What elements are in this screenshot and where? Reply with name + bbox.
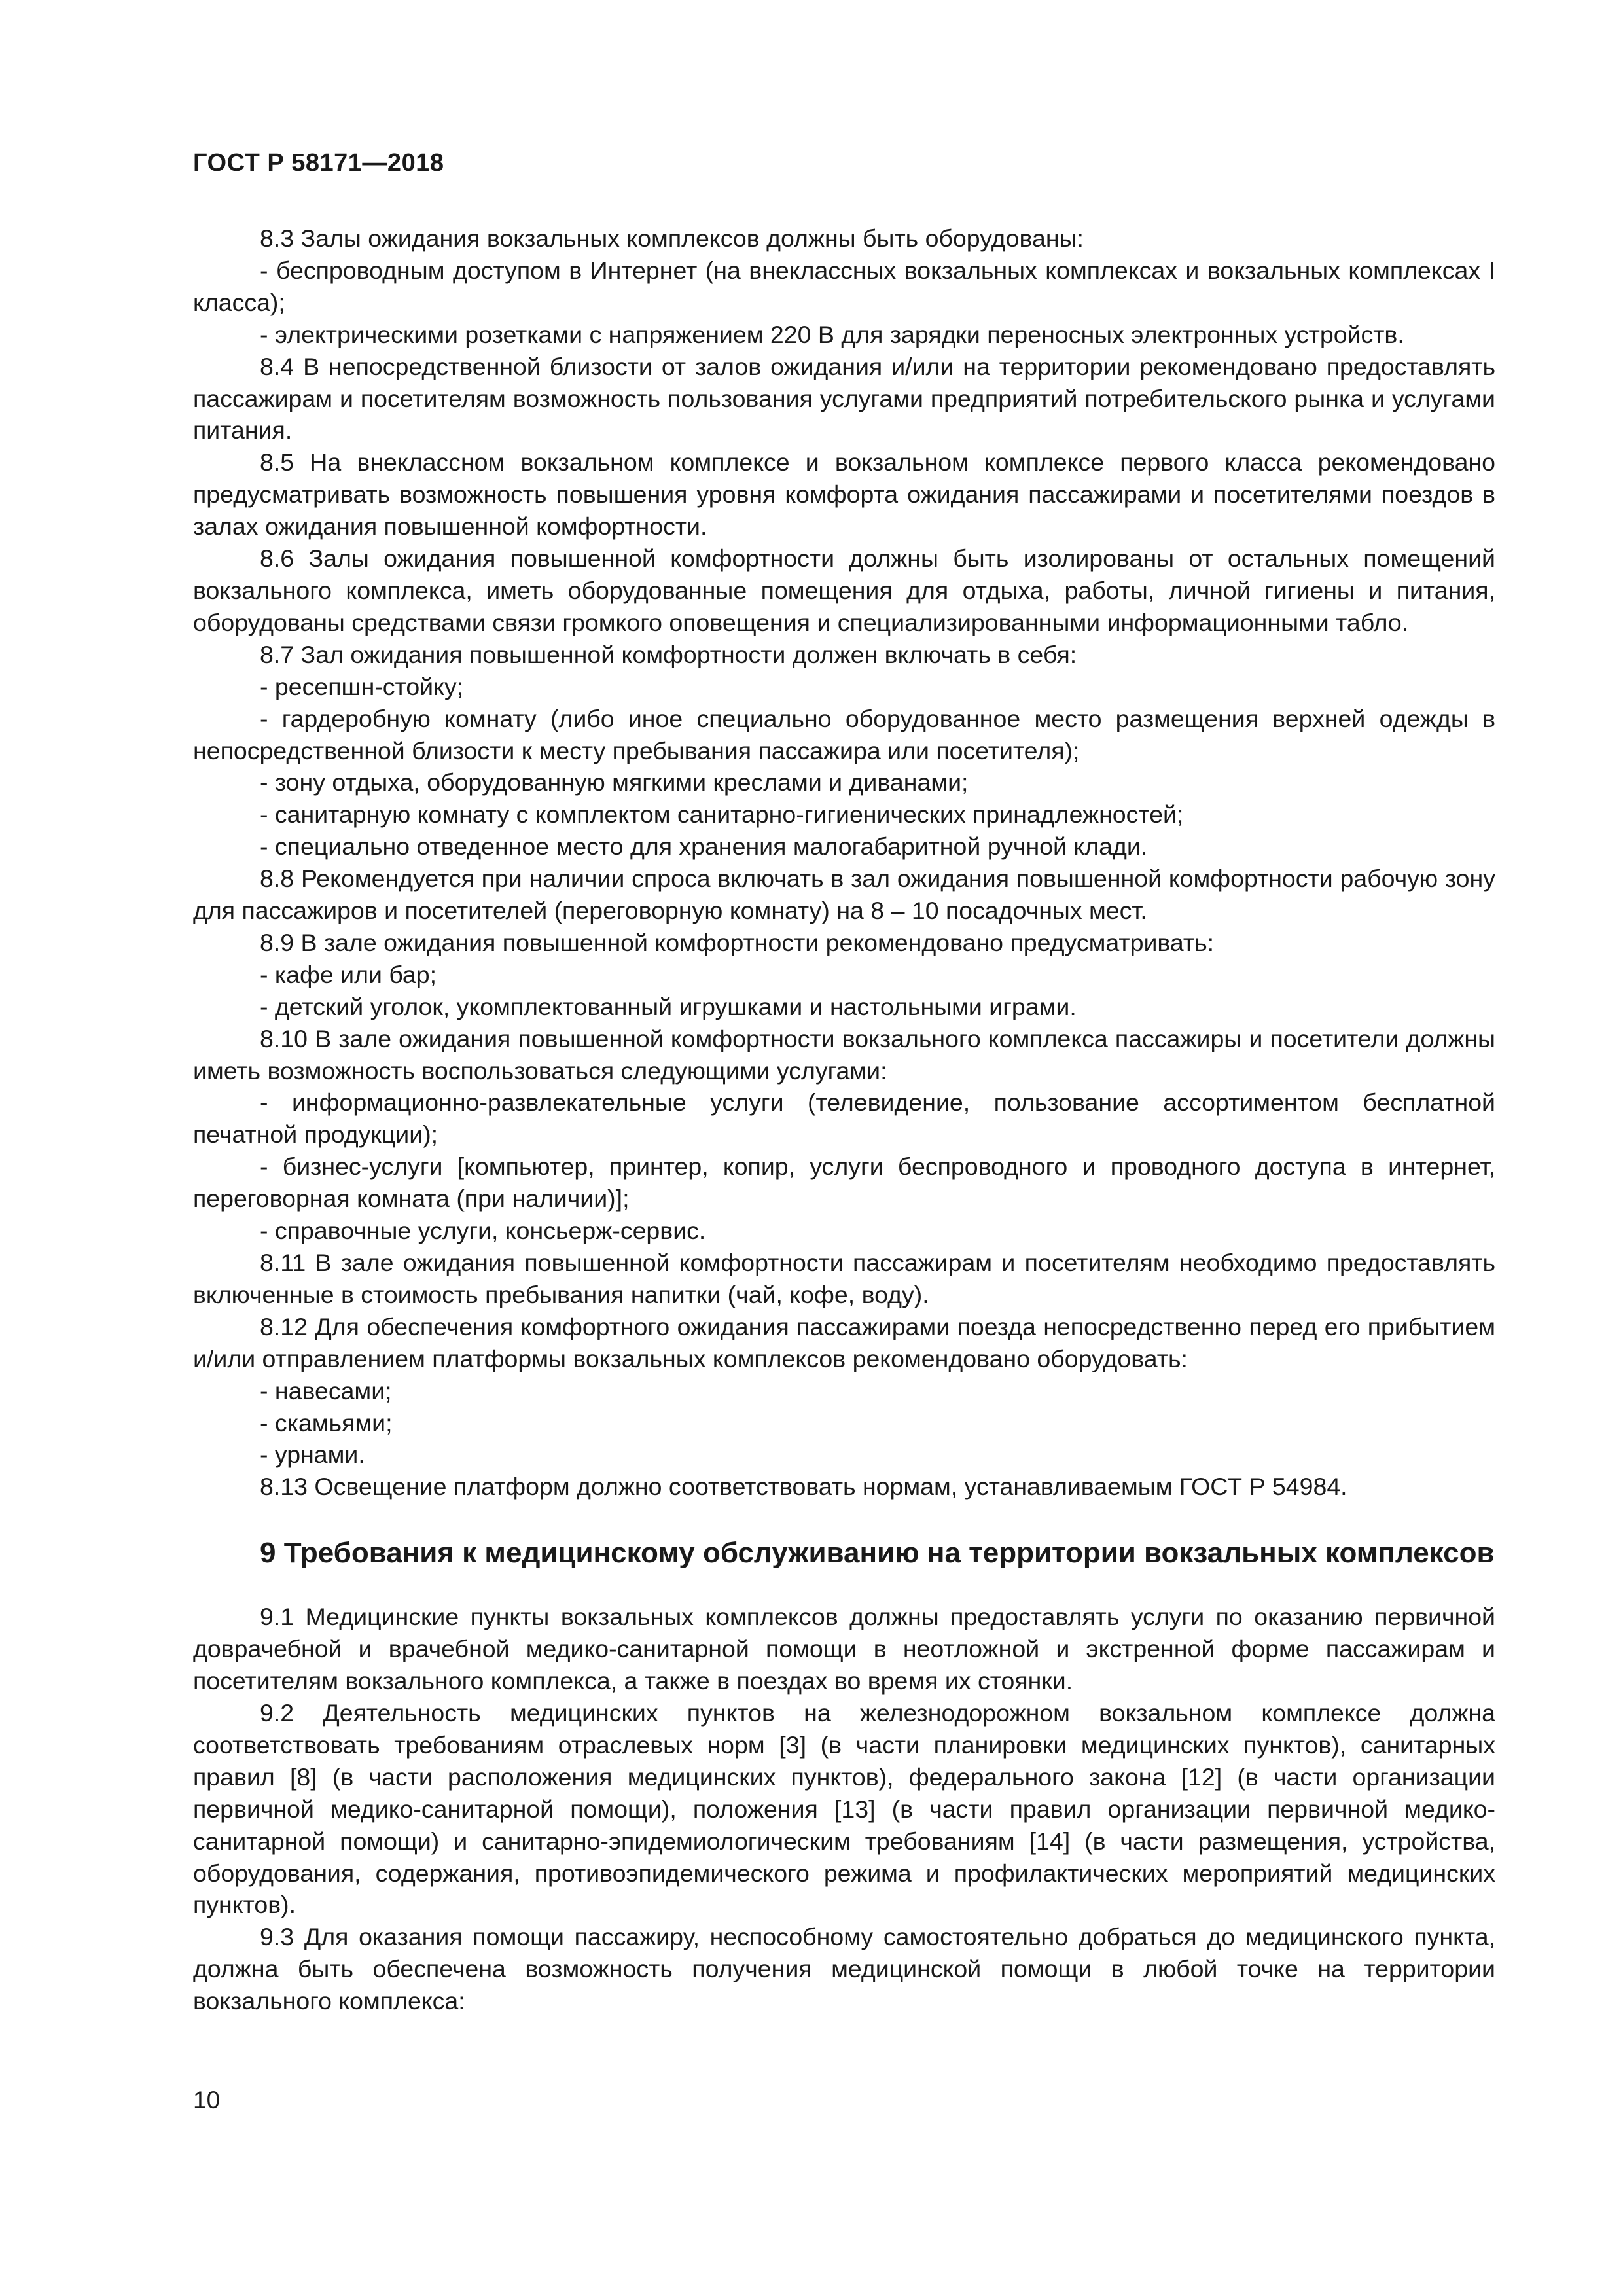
paragraph-8-8: 8.8 Рекомендуется при наличии спроса включать в зал ожидания повышенной комфортности рабочую зону для пассажиров и посетителей (переговорную комнату) на 8 – 10 посадочных мест.	[193, 865, 1495, 925]
paragraph-8-13: 8.13 Освещение платформ должно соответствовать нормам, устанавливаемым ГОСТ Р 54984.	[260, 1473, 1347, 1501]
paragraph-9-1: 9.1 Медицинские пункты вокзальных комплексов должны предоставлять услуги по оказанию первичной доврачебной и врачебной медико-санитарной помощи в неотложной и экстренной форме пассажирам и посетителям вокзального комплекса, а также в поездах во время их стоянки.	[193, 1603, 1495, 1695]
list-item: - навесами;	[260, 1376, 392, 1405]
list-item: - санитарную комнату с комплектом санитарно-гигиенических принадлежностей;	[260, 800, 1184, 829]
list-item: - гардеробную комнату (либо иное специально оборудованное место размещения верхней одежды в непосредственной близости к месту пребывания пассажира или посетителя);	[193, 704, 1495, 764]
list-item: - урнами.	[260, 1441, 365, 1469]
paragraph-8-7: 8.7 Зал ожидания повышенной комфортности должен включать в себя:	[260, 640, 1077, 668]
list-item: - беспроводным доступом в Интернет (на внеклассных вокзальных комплексах и вокзальных комплексах I класса);	[193, 256, 1495, 316]
list-item: - электрическими розетками с напряжением 220 В для зарядки переносных электронных устройств.	[260, 320, 1404, 348]
list-item: - информационно-развлекательные услуги (телевидение, пользование ассортиментом бесплатной печатной продукции);	[193, 1088, 1495, 1149]
paragraph-8-4: 8.4 В непосредственной близости от залов ожидания и/или на территории рекомендовано предоставлять пассажирам и посетителям возможность пользования услугами предприятий потребительского рынка и услугами питания.	[193, 352, 1495, 444]
paragraph-8-6: 8.6 Залы ожидания повышенной комфортности должны быть изолированы от остальных помещений вокзального комплекса, иметь оборудованные помещения для отдыха, работы, личной гигиены и питания, оборудованы средствами связи громкого оповещения и специализированными информационными табло.	[193, 545, 1495, 636]
list-item: - ресепшн-стойку;	[260, 672, 464, 700]
paragraph-9-3: 9.3 Для оказания помощи пассажиру, неспособному самостоятельно добраться до медицинского пункта, должна быть обеспечена возможность получения медицинской помощи в любой точке на территории вокзального комплекса:	[193, 1923, 1495, 2015]
paragraph-8-5: 8.5 На внеклассном вокзальном комплексе и вокзальном комплексе первого класса рекомендовано предусматривать возможность повышения уровня комфорта ожидания пассажирами и посетителями поездов в залах ожидания повышенной комфортности.	[193, 448, 1495, 541]
list-item: - специально отведенное место для хранения малогабаритной ручной клади.	[260, 833, 1148, 861]
paragraph-8-11: 8.11 В зале ожидания повышенной комфортности пассажирам и посетителям необходимо предоставлять включенные в стоимость пребывания напитки (чай, кофе, воду).	[193, 1249, 1495, 1308]
document-id: ГОСТ Р 58171—2018	[193, 149, 444, 177]
paragraph-8-9: 8.9 В зале ожидания повышенной комфортности рекомендовано предусматривать:	[260, 928, 1215, 956]
list-item: - зону отдыха, оборудованную мягкими креслами и диванами;	[260, 768, 969, 797]
page-number: 10	[193, 2087, 221, 2113]
list-item: - справочные услуги, консьерж-сервис.	[260, 1217, 706, 1245]
paragraph-8-10: 8.10 В зале ожидания повышенной комфортности вокзального комплекса пассажиры и посетители должны иметь возможность воспользоваться следующими услугами:	[193, 1024, 1495, 1085]
list-item: - бизнес-услуги [компьютер, принтер, копир, услуги беспроводного и проводного доступа в интернет, переговорная комната (при наличии)];	[193, 1153, 1495, 1213]
section-heading: 9 Требования к медицинскому обслуживанию на территории вокзальных комплексов	[260, 1537, 1495, 1570]
list-item: - кафе или бар;	[260, 960, 437, 988]
list-item: - скамьями;	[260, 1408, 393, 1437]
body-text	[193, 223, 1495, 2017]
paragraph-8-3: 8.3 Залы ожидания вокзальных комплексов должны быть оборудованы:	[260, 224, 1084, 252]
paragraph-8-12: 8.12 Для обеспечения комфортного ожидания пассажирами поезда непосредственно перед его прибытием и/или отправлением платформы вокзальных комплексов рекомендовано оборудовать:	[193, 1312, 1495, 1372]
list-item: - детский уголок, укомплектованный игрушками и настольными играми.	[260, 992, 1077, 1020]
paragraph-9-2: 9.2 Деятельность медицинских пунктов на железнодорожном вокзальном комплексе должна соответствовать требованиям отраслевых норм [3] (в части планировки медицинских пунктов), санитарных правил [8] (в части расположения медицинских пунктов), федерального закона [12] (в части организации первичной медико-санитарной помощи), положения [13] (в части правил организации первичной медико-санитарной помощи) и санитарно-эпидемиологическим требованиям [14] (в части размещения, устройства, оборудования, содержания, противоэпидемического режима и профилактических мероприятий медицинских пунктов).	[193, 1698, 1495, 1919]
